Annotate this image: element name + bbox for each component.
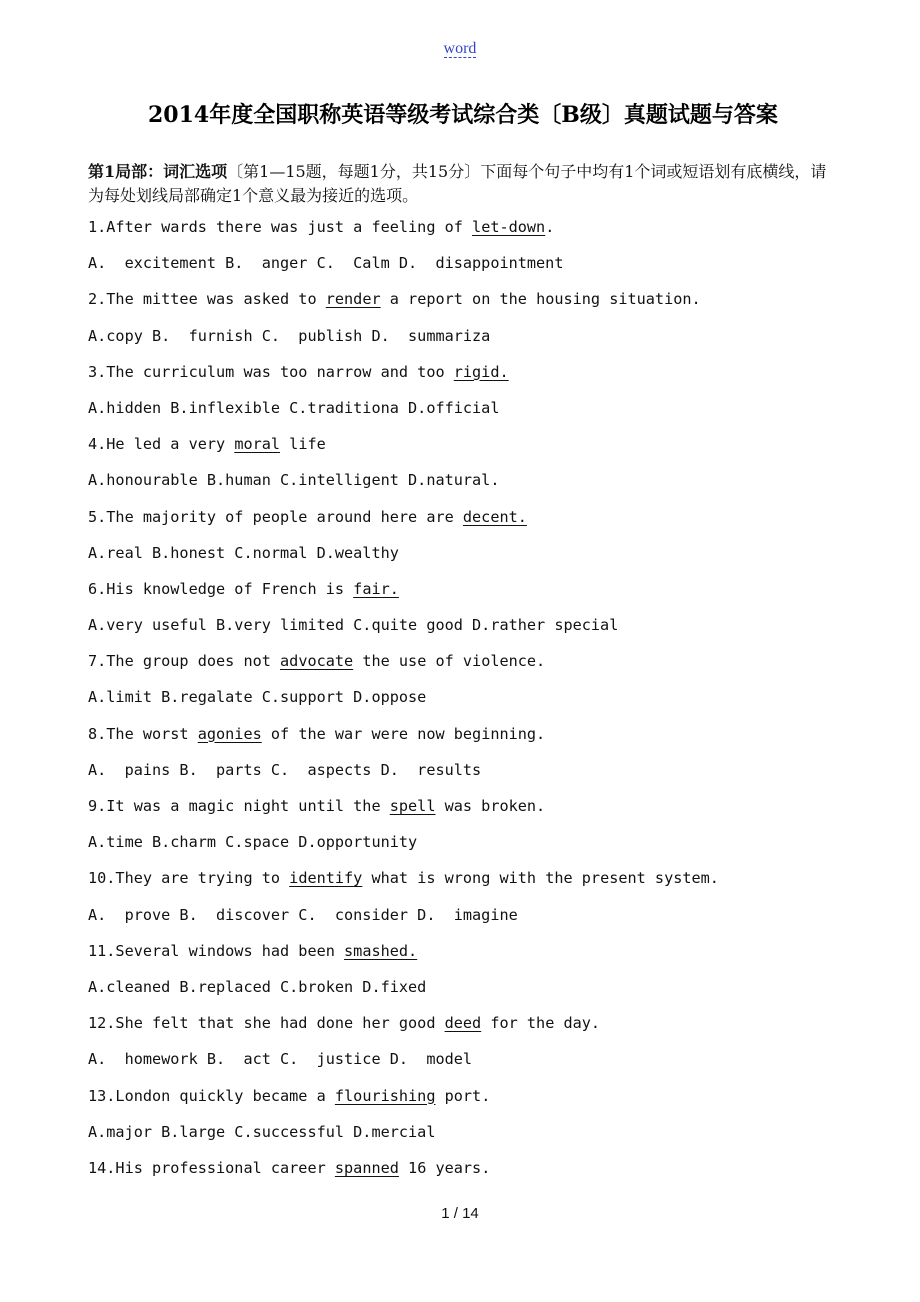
answer-options: A.hidden B.inflexible C.traditiona D.official [88, 398, 500, 417]
underlined-word: deed [444, 1014, 482, 1033]
page-number: 1 / 14 [441, 1205, 479, 1222]
question-text: 6.His knowledge of French is [88, 579, 354, 598]
question-text: 10.They are trying to [88, 869, 290, 888]
question-text-tail: . [545, 218, 555, 236]
answer-options: A. homework B. act C. justice D. model [88, 1050, 473, 1069]
question-stem [88, 721, 848, 757]
underlined-word: agonies [197, 724, 262, 743]
answer-options: A. pains B. parts C. aspects D. results [88, 760, 482, 779]
answer-options: A.real B.honest C.normal D.wealthy [88, 543, 399, 562]
header-word-link[interactable]: word [443, 40, 477, 57]
question-text: 14.His professional career [88, 1158, 335, 1177]
question-text: 5.The majority of people around here are [88, 507, 463, 526]
header [0, 40, 920, 58]
underlined-word: identify [289, 869, 363, 888]
answer-options: A.time B.charm C.space D.opportunity [88, 833, 418, 852]
question-text-tail: a report on the housing situation. [380, 290, 701, 309]
answer-options: A. excitement B. anger C. Calm D. disappointment [88, 254, 564, 273]
question-text: 2.The mittee was asked to [88, 290, 326, 309]
question-text: 3.The curriculum was too narrow and too [88, 362, 454, 381]
underlined-word: render [325, 290, 381, 309]
underlined-word: decent. [462, 507, 527, 526]
question-list [88, 214, 848, 1191]
question-stem [88, 1010, 848, 1046]
question-stem [88, 938, 848, 974]
question-text: 11.Several windows had been [88, 941, 345, 960]
answer-options: A.copy B. furnish C. publish D. summariza [88, 326, 491, 345]
underlined-word: smashed. [344, 941, 418, 960]
section-intro [88, 160, 833, 208]
question-stem [88, 793, 848, 829]
answer-options: A.very useful B.very limited C.quite good D.rather special [88, 616, 619, 635]
answer-options: A.major B.large C.successful D.mercial [88, 1122, 436, 1141]
question-text-tail: what is wrong with the present system. [362, 869, 719, 888]
answer-options: A.cleaned B.replaced C.broken D.fixed [88, 977, 427, 996]
underlined-word: moral [234, 435, 281, 454]
question-text-tail: of the war were now beginning. [261, 724, 546, 743]
question-text-tail: port. [435, 1086, 491, 1105]
question-stem [88, 865, 848, 901]
question-text: 8.The worst [88, 724, 198, 743]
question-text-tail: life [280, 435, 326, 454]
answer-options: A.limit B.regalate C.support D.oppose [88, 688, 427, 707]
question-text: 9.It was a magic night until the [88, 797, 390, 815]
section-instructions: 〔第1—15题，每题1分，共15分〕下面每个句子中均有1个词或短语划有底横线，请为每处划线局部确定1个意义最为接近的选项。 [88, 162, 827, 205]
question-stem [88, 576, 848, 612]
question-stem [88, 1083, 848, 1119]
answer-options: A.honourable B.human C.intelligent D.natural. [88, 471, 500, 490]
underlined-word: spanned [334, 1158, 399, 1177]
underlined-word: spell [389, 797, 436, 815]
underlined-word: flourishing [334, 1086, 436, 1105]
question-text: 13.London quickly became a [88, 1086, 335, 1105]
page-title: 2014年度全国职称英语等级考试综合类〔B级〕真题试题与答案 [148, 102, 778, 128]
question-stem [88, 214, 848, 250]
underlined-word: rigid. [453, 362, 509, 381]
question-text-tail: for the day. [481, 1014, 601, 1033]
question-text: 7.The group does not [88, 652, 281, 671]
underlined-word: fair. [353, 579, 399, 598]
question-text-tail: the use of violence. [353, 652, 546, 671]
underlined-word: advocate [280, 652, 354, 671]
question-text-tail: 16 years. [398, 1158, 491, 1177]
question-stem [88, 359, 848, 395]
answer-options: A. prove B. discover C. consider D. imagine [88, 905, 518, 924]
question-stem [88, 1155, 848, 1191]
section-label: 第1局部：词汇选项 [88, 162, 228, 181]
question-text: 12.She felt that she had done her good [88, 1014, 445, 1033]
question-text-tail: was broken. [435, 797, 546, 815]
question-stem [88, 648, 848, 684]
question-text: 1.After wards there was just a feeling of [88, 218, 473, 236]
question-stem [88, 286, 848, 322]
question-stem [88, 431, 848, 467]
question-stem [88, 504, 848, 540]
question-text: 4.He led a very [88, 435, 235, 454]
underlined-word: let-down [472, 218, 546, 236]
